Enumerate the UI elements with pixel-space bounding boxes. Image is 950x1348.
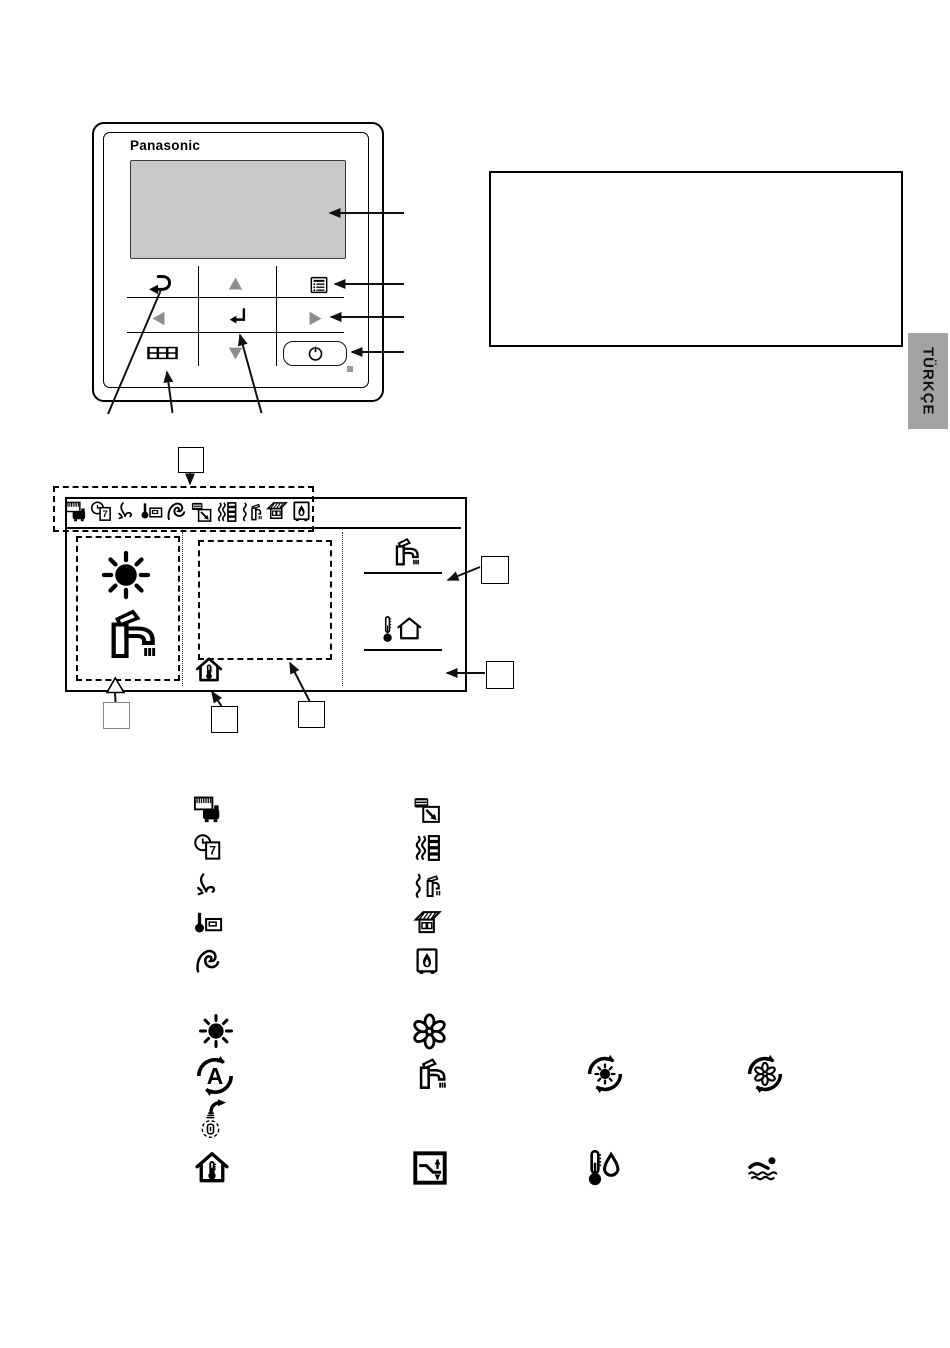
water-pump-icon xyxy=(193,795,223,825)
toolbar-icon-row xyxy=(65,500,313,524)
legend-column-left xyxy=(193,795,223,977)
curve-shift-icon xyxy=(412,1150,448,1186)
value-underline xyxy=(364,649,442,651)
outdoor-temp-icon xyxy=(378,614,422,646)
time-zone-highlight-box xyxy=(198,540,332,660)
screen-divider xyxy=(342,532,343,686)
button-grid-line xyxy=(198,266,199,366)
button-grid-line xyxy=(276,266,277,366)
down-button xyxy=(226,344,245,363)
pool-icon xyxy=(740,1150,784,1184)
tap-icon xyxy=(386,536,422,570)
up-button xyxy=(226,274,245,293)
house-thermometer-icon xyxy=(194,654,224,686)
tank-mode-icon xyxy=(409,1056,449,1094)
operation-led xyxy=(347,366,353,372)
floor-heater-icon xyxy=(240,500,263,524)
callout-box xyxy=(103,702,130,729)
sun-icon xyxy=(99,548,153,602)
callout-box xyxy=(486,661,514,689)
language-tab: TÜRKÇE xyxy=(908,333,948,429)
zero-reset-icon xyxy=(198,1118,223,1140)
thermo-droplet-icon xyxy=(581,1147,623,1189)
lcd-screen xyxy=(130,160,346,259)
info-box xyxy=(489,171,903,347)
callout-box xyxy=(481,556,509,584)
powerful-icon xyxy=(165,500,188,524)
callout-box xyxy=(298,701,325,728)
left-button xyxy=(149,309,168,328)
button-grid-line xyxy=(127,332,344,333)
cool-mode-icon xyxy=(411,1013,448,1050)
weekly-timer-icon xyxy=(193,833,223,863)
power-button xyxy=(283,341,347,366)
legend-column-right xyxy=(412,795,442,977)
solar-panel-icon xyxy=(265,500,288,524)
power-icon xyxy=(306,344,325,363)
enter-button xyxy=(226,305,252,331)
powerful-icon xyxy=(193,947,223,977)
room-thermostat-icon xyxy=(193,909,223,939)
pump-flow-icon xyxy=(190,500,213,524)
value-underline xyxy=(364,572,442,574)
deviation-icon xyxy=(201,1094,231,1121)
floor-heater-icon xyxy=(412,871,442,901)
boiler-icon xyxy=(290,500,313,524)
heat-mode-icon xyxy=(197,1012,235,1050)
force-operation-icon xyxy=(115,500,138,524)
quick-menu-button xyxy=(146,343,179,363)
room-house-icon xyxy=(193,1149,231,1187)
weekly-timer-icon xyxy=(90,500,113,524)
radiator-icon xyxy=(215,500,238,524)
callout-box xyxy=(178,447,204,473)
back-button xyxy=(146,270,176,300)
callout-box xyxy=(211,706,238,733)
menu-button xyxy=(309,275,329,295)
toolbar-divider xyxy=(67,527,461,529)
radiator-icon xyxy=(412,833,442,863)
water-pump-icon xyxy=(65,500,88,524)
boiler-icon xyxy=(412,947,442,977)
pump-flow-icon xyxy=(412,795,442,825)
auto-cool-mode-icon xyxy=(744,1053,786,1095)
solar-panel-icon xyxy=(412,909,442,939)
auto-heat-mode-icon xyxy=(584,1053,626,1095)
room-thermostat-icon xyxy=(140,500,163,524)
screen-divider xyxy=(182,532,183,686)
force-operation-icon xyxy=(193,871,223,901)
right-button xyxy=(306,309,325,328)
auto-mode-icon xyxy=(193,1054,237,1098)
brand-logo: Panasonic xyxy=(130,138,201,153)
tap-icon xyxy=(95,606,159,666)
